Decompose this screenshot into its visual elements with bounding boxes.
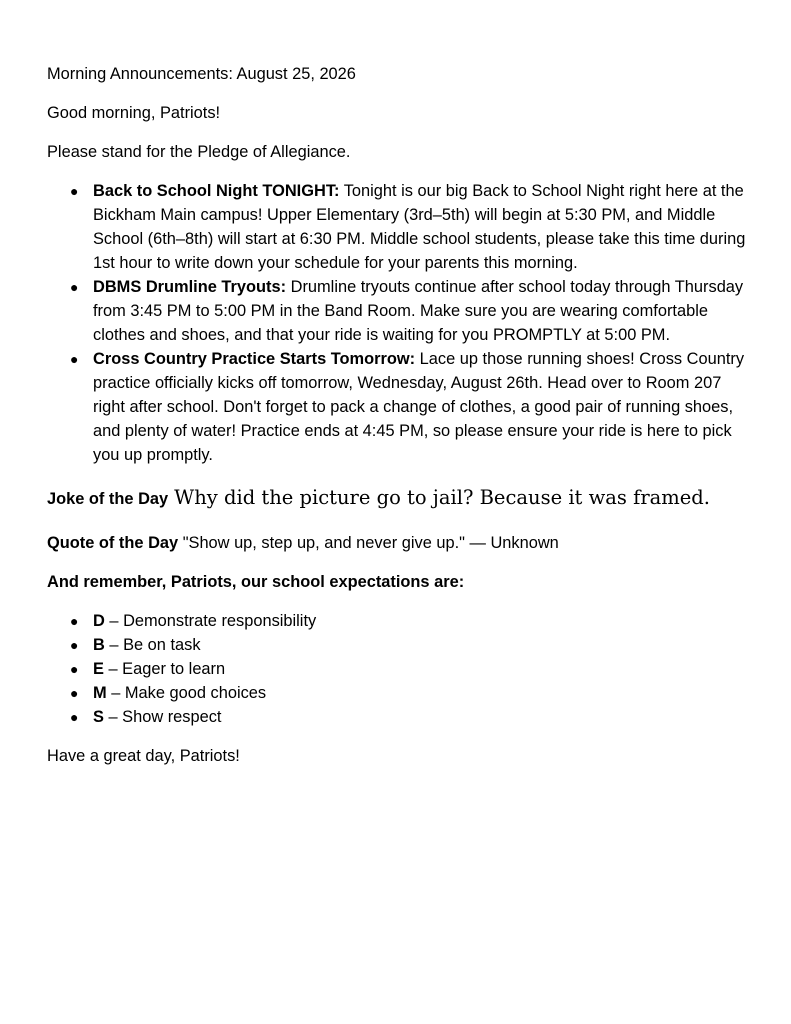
announcement-heading: DBMS Drumline Tryouts: — [93, 278, 287, 296]
announcement-heading: Cross Country Practice Starts Tomorrow: — [93, 350, 416, 368]
expectation-item — [47, 705, 747, 729]
greeting: Good morning, Patriots! — [47, 104, 221, 122]
joke-of-the-day — [47, 483, 747, 514]
announcement-item — [47, 347, 747, 467]
expectation-item — [47, 657, 747, 681]
expectation-item — [47, 609, 747, 633]
quote-text: "Show up, step up, and never give up." — Unknown — [178, 534, 559, 552]
expectations-list — [47, 609, 747, 729]
announcement-heading: Back to School Night TONIGHT: — [93, 182, 340, 200]
quote-label: Quote of the Day — [47, 534, 179, 552]
document-page — [47, 62, 747, 783]
expectations-intro — [47, 570, 747, 594]
expectation-text: – Make good choices — [106, 684, 267, 702]
expectation-letter: M — [93, 684, 107, 702]
expectation-item — [47, 633, 747, 657]
joke-text: Why did the picture go to jail? Because it was framed. — [174, 486, 710, 509]
expectation-text: – Be on task — [104, 636, 201, 654]
bullet-icon: ● — [70, 183, 79, 199]
bullet-icon: ● — [70, 637, 79, 653]
bullet-icon: ● — [70, 351, 79, 367]
announcement-item — [47, 179, 747, 275]
bullet-icon: ● — [70, 661, 79, 677]
expectation-letter: S — [93, 708, 104, 726]
bullet-icon: ● — [70, 685, 79, 701]
bullet-icon: ● — [70, 709, 79, 725]
announcement-body: Drumline tryouts continue after school today through Thursday from 3:45 PM to 5:00 PM in the Band Room. Make sure you are wearing comfortable clothes and shoes, and that your ride is waiting for you PROMPTLY at 5:00 PM. — [93, 278, 744, 344]
announcement-item — [47, 275, 747, 347]
announcement-body: Lace up those running shoes! Cross Country practice officially kicks off tomorrow, Wednesday, August 26th. Head over to Room 207 right after school. Don't forget to pack a change of clothes, a good pair of running shoes, and plenty of water! Practice ends at 4:45 PM, so please ensure your ride is here to pick you up promptly. — [93, 350, 745, 464]
expectation-letter: B — [93, 636, 105, 654]
expectation-item — [47, 681, 747, 705]
expectation-text: – Demonstrate responsibility — [104, 612, 317, 630]
bullet-icon: ● — [70, 613, 79, 629]
pledge-line: Please stand for the Pledge of Allegiance. — [47, 143, 351, 161]
closing-line: Have a great day, Patriots! — [47, 747, 240, 765]
expectation-text: – Show respect — [103, 708, 222, 726]
bullet-icon: ● — [70, 279, 79, 295]
expectation-letter: D — [93, 612, 105, 630]
announcement-body: Tonight is our big Back to School Night right here at the Bickham Main campus! Upper Elementary (3rd–5th) will begin at 5:30 PM, and Middle School (6th–8th) will start at 6:30 PM. Middle school students, please take this time during 1st hour to write down your schedule for your parents this morning. — [93, 182, 746, 272]
document-title: Morning Announcements: August 25, 2026 — [47, 65, 356, 83]
joke-label: Joke of the Day — [47, 490, 169, 508]
expectations-intro-text: And remember, Patriots, our school expectations are: — [47, 573, 465, 591]
expectation-letter: E — [93, 660, 104, 678]
announcement-list — [47, 179, 747, 467]
expectation-text: – Eager to learn — [103, 660, 226, 678]
quote-of-the-day — [47, 531, 747, 555]
